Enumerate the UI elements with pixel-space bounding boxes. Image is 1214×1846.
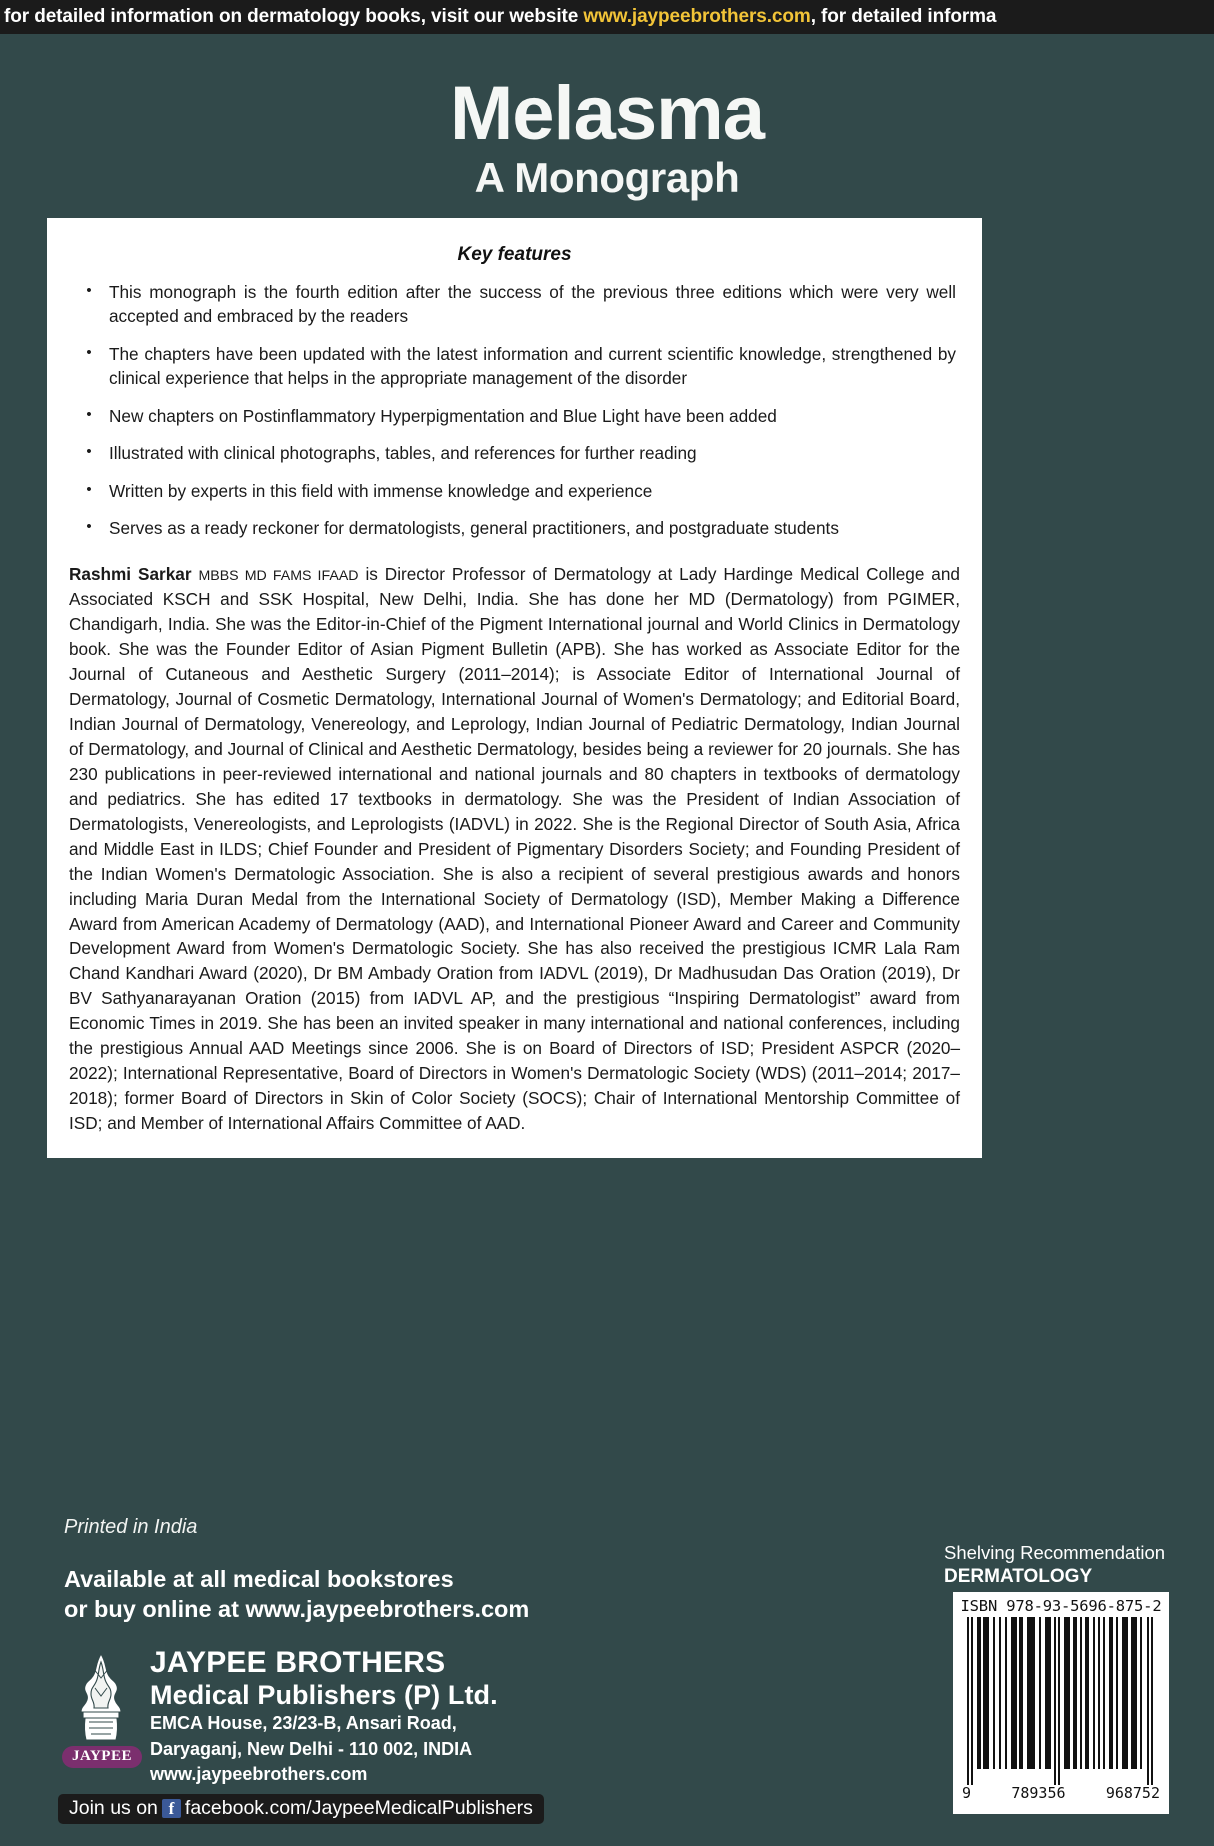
feature-text: Serves as a ready reckoner for dermatologists, general practitioners, and postgraduate students [109, 517, 839, 538]
isbn-barcode [953, 1592, 1169, 1814]
barcode-bars-icon [961, 1617, 1161, 1785]
isbn-number: ISBN 978-93-5696-875-2 [960, 1597, 1162, 1615]
list-item [69, 342, 960, 391]
feature-text: Illustrated with clinical photographs, tables, and references for further reading [109, 443, 697, 464]
availability-line-2: or buy online at www.jaypeebrothers.com [64, 1596, 530, 1623]
bullet-icon: • [86, 443, 92, 461]
shelving-label: Shelving Recommendation [944, 1542, 1166, 1563]
key-features-heading: Key features [457, 244, 572, 265]
author-degrees: MBBS MD FAMS IFAAD [198, 568, 359, 585]
bullet-icon: • [86, 343, 92, 361]
promo-website-link[interactable]: www.jaypeebrothers.com [583, 6, 811, 27]
top-promo-banner [0, 0, 1214, 34]
publisher-logo [62, 1648, 140, 1768]
feature-text: The chapters have been updated with the latest information and current scientific knowledge, strengthened by clinical experience that helps in the appropriate management of the disorder [109, 343, 956, 389]
facebook-prefix-label: Join us on [69, 1797, 158, 1819]
facebook-icon: f [162, 1799, 181, 1818]
facebook-bar[interactable] [58, 1794, 544, 1824]
list-item [69, 441, 960, 465]
feature-text: Written by experts in this field with immense knowledge and experience [109, 480, 653, 501]
book-title: Melasma [449, 71, 765, 156]
facebook-handle[interactable]: facebook.com/JaypeeMedicalPublishers [184, 1797, 533, 1819]
key-features-list [69, 280, 960, 540]
content-panel [47, 218, 982, 1158]
jaypee-logo-label: JAYPEE [62, 1746, 142, 1768]
ean-digits [960, 1784, 1162, 1802]
availability-block [64, 1564, 529, 1624]
promo-banner-text [0, 6, 996, 28]
shelving-category: DERMATOLOGY [944, 1565, 1093, 1587]
bullet-icon: • [86, 282, 92, 299]
author-biography [69, 562, 960, 1136]
promo-text-before: for detailed information on dermatology books, visit our website [4, 6, 584, 27]
bullet-icon: • [86, 517, 92, 535]
promo-text-after: , for detailed informa [810, 6, 997, 27]
list-item [69, 516, 960, 540]
publisher-address-line-1: EMCA House, 23/23-B, Ansari Road, [150, 1713, 457, 1734]
ean-check-digit: 9 [962, 1784, 972, 1803]
publisher-name-line-1: JAYPEE BROTHERS [150, 1646, 446, 1679]
availability-line-1: Available at all medical bookstores [64, 1566, 454, 1592]
printed-in-label: Printed in India [64, 1516, 198, 1538]
bullet-icon: • [86, 480, 92, 498]
feature-text: New chapters on Postinflammatory Hyperpigmentation and Blue Light have been added [109, 405, 777, 426]
shelving-recommendation [944, 1542, 1169, 1588]
bullet-icon: • [86, 405, 92, 423]
ean-group-1: 789356 [1011, 1784, 1066, 1803]
publisher-address-line-2: Daryaganj, New Delhi - 110 002, INDIA [150, 1738, 473, 1759]
list-item [69, 404, 960, 428]
list-item [69, 280, 960, 329]
publisher-details [140, 1648, 498, 1786]
title-block [0, 34, 1214, 214]
jaypee-flame-icon [71, 1652, 131, 1744]
book-subtitle: A Monograph [474, 154, 740, 201]
author-name: Rashmi Sarkar [69, 564, 192, 585]
author-bio-text: is Director Professor of Dermatology at Lady Hardinge Medical College and Associated KSCH and SSK Hospital, New Delhi, India. She has done her MD (Dermatology) from PGIMER, Chandigarh, India. She was the Editor-in-Chief of the Pigment International journal and World Clinics in Dermatology book. She was the Founder Editor of Asian Pigment Bulletin (APB). She has worked as Associate Editor for the Journal of Cutaneous and Aesthetic Surgery (2011–2014); is Associate Editor of International Journal of Dermatology, Journal of Cosmetic Dermatology, International Journal of Women's Dermatology; and Editorial Board, Indian Journal of Dermatology, Venereology, and Leprology, Indian Journal of Pediatric Dermatology, Indian Journal of Dermatology, and Journal of Clinical and Aesthetic Dermatology, besides being a reviewer for 20 journals. She has 230 publications in peer-reviewed international and national journals and 80 chapters in textbooks of dermatology and pediatrics. She has edited 17 textbooks in dermatology. She was the President of Indian Association of Dermatologists, Venereologists, and Leprologists (IADVL) in 2022. She is the Regional Director of South Asia, Africa and Middle East in ILDS; Chief Founder and President of Pigmentary Disorders Society; and Founding President of the Indian Women's Dermatologic Association. She is also a recipient of several prestigious awards and honors including Maria Duran Medal from the International Society of Dermatology (ISD), Member Making a Difference Award from American Academy of Dermatology (AAD), and International Pioneer Award and Career and Community Development Award from Women's Dermatologic Society. She has also received the prestigious ICMR Lala Ram Chand Kandhari Award (2020), Dr BM Ambady Oration from IADVL (2019), Dr Madhusudan Das Oration (2019), Dr BV Sathyanarayanan Oration (2015) from IADVL AP, and the prestigious “Inspiring Dermatologist” award from Economic Times in 2019. She has been an invited speaker in many international and national conferences, including the prestigious Annual AAD Meetings since 2006. She is on Board of Directors of ISD; President ASPCR (2020–2022); International Representative, Board of Directors in Women's Dermatologic Society (WDS) (2011–2014; 2017–2018); former Board of Directors in Skin of Color Society (SOCS); Chair of International Mentorship Committee of ISD; and Member of International Affairs Committee of AAD. [69, 564, 960, 1133]
ean-group-2: 968752 [1105, 1784, 1160, 1803]
feature-text: This monograph is the fourth edition after the success of the previous three editions which were very well accepted and embraced by the readers [109, 282, 956, 327]
publisher-name-line-2: Medical Publishers (P) Ltd. [150, 1680, 498, 1710]
publisher-block [62, 1648, 498, 1786]
publisher-website[interactable]: www.jaypeebrothers.com [150, 1764, 368, 1785]
list-item [69, 479, 960, 503]
